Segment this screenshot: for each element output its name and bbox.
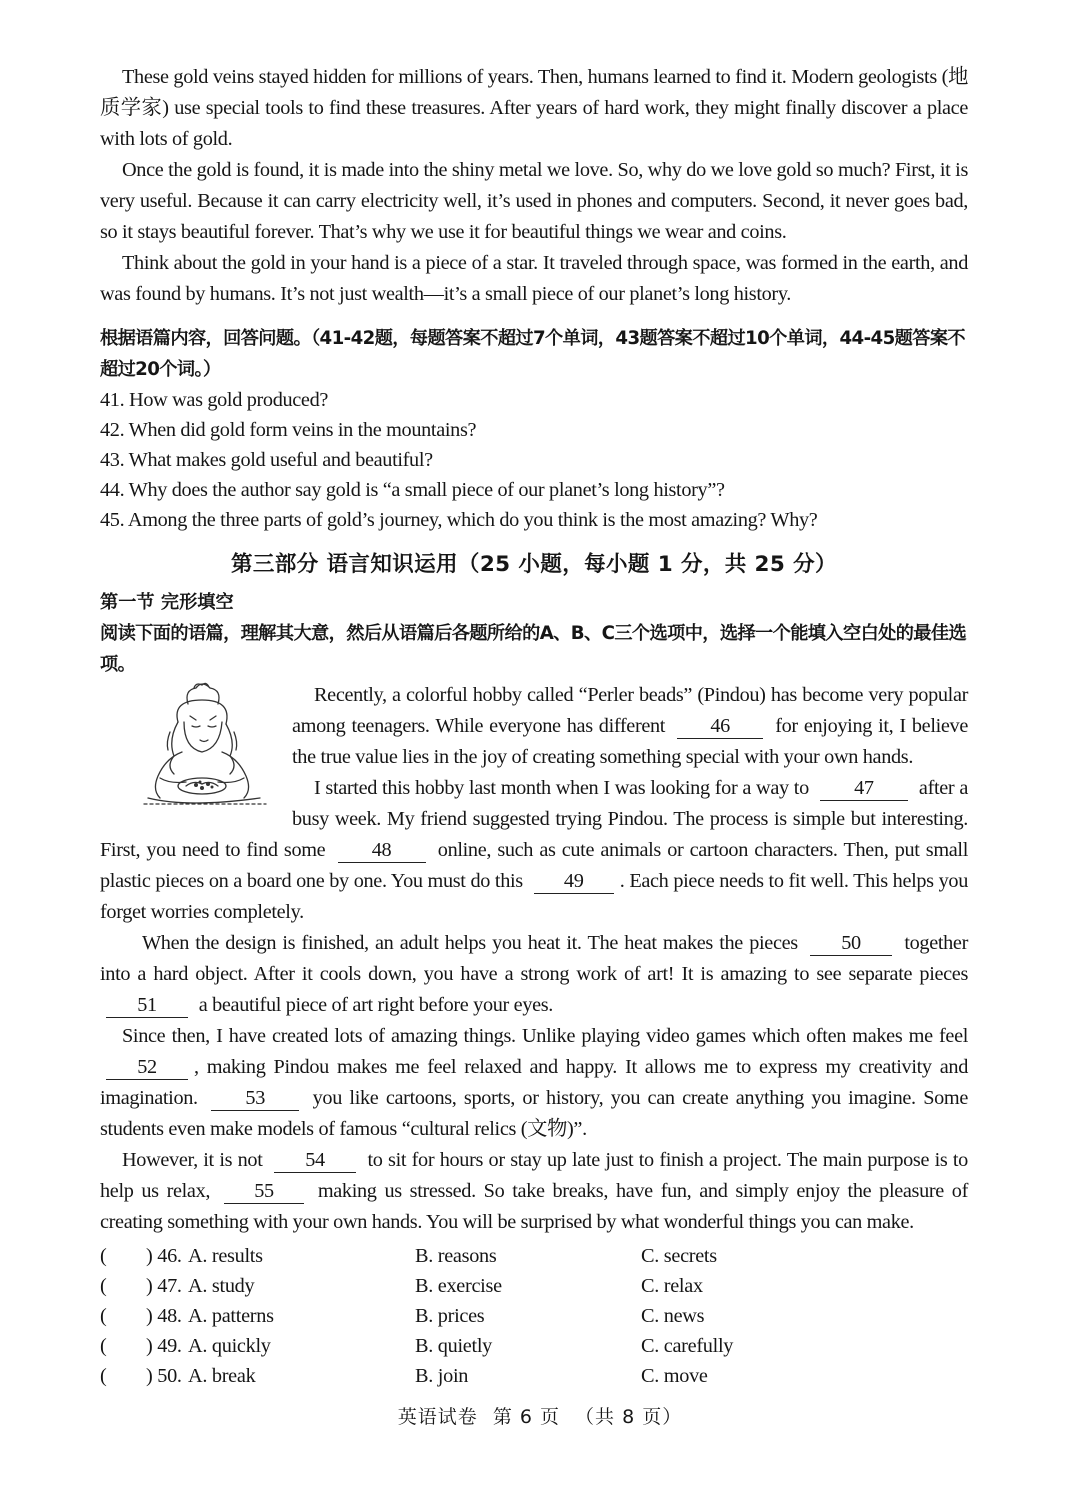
question-41: 41. How was gold produced?	[100, 389, 329, 411]
reading-paragraph: Once the gold is found, it is made into the shiny metal we love. So, why do we love gold so much? First, it is very useful. Because it can carry electricity well, it’s used in phones and computers. Second, it never goes bad, so it stays beautiful forever. That’s why we use it for beautiful things we wear and coins.	[100, 159, 968, 243]
option-b: B. join	[415, 1365, 469, 1387]
question-43: 43. What makes gold useful and beautiful?	[100, 449, 433, 471]
choice-row-48: ( ) 48. A. patterns B. prices C. news	[100, 1301, 968, 1331]
question-44: 44. Why does the author say gold is “a small piece of our planet’s long history”?	[100, 479, 725, 501]
blank-52: 52	[106, 1056, 188, 1080]
option-a: A. break	[188, 1365, 256, 1387]
option-c: C. news	[641, 1305, 705, 1327]
reading-paragraph: Think about the gold in your hand is a piece of a star. It traveled through space, was formed in the earth, and was found by humans. It’s not just wealth—it’s a small piece of our planet’s long history.	[100, 252, 968, 305]
cloze-paragraph-1: Recently, a colorful hobby called “Perler beads” (Pindou) has become very popular among teenagers. While everyone has different 46 for enjoying it, I believe the true value lies in the joy of creating something special with your own hands.	[292, 684, 968, 768]
question-42: 42. When did gold form veins in the mountains?	[100, 419, 477, 441]
cloze-passage	[100, 680, 968, 1238]
choice-row-49: ( ) 49. A. quickly B. quietly C. carefully	[100, 1331, 968, 1361]
option-a: A. patterns	[188, 1305, 274, 1327]
blank-49: 49	[534, 870, 614, 894]
option-a: A. quickly	[188, 1335, 271, 1357]
footer-total-pages: （共 8 页）	[575, 1406, 683, 1428]
blank-47: 47	[820, 777, 908, 801]
page-footer	[0, 1402, 1080, 1429]
section-one-title: 第一节 完形填空	[100, 592, 234, 613]
option-c: C. relax	[641, 1275, 703, 1297]
cloze-paragraph-5: However, it is not 54 to sit for hours or stay up late just to finish a project. The main purpose is to help us relax, 55 making us stressed. So take breaks, have fun, and simply enjoy the pleasure of creating something with your own hands. You will be surprised by what wonderful things you can make.	[100, 1149, 968, 1233]
answer-choices	[100, 1241, 968, 1391]
choice-row-46: ( ) 46. A. results B. reasons C. secrets	[100, 1241, 968, 1271]
option-b: B. reasons	[415, 1245, 497, 1267]
option-a: A. results	[188, 1245, 263, 1267]
reading-instruction: 根据语篇内容，回答问题。（41-42题，每题答案不超过7个单词，43题答案不超过10个单词，44-45题答案不超过20个词。）	[100, 328, 966, 380]
blank-53: 53	[211, 1087, 299, 1111]
question-45: 45. Among the three parts of gold’s journey, which do you think is the most amazing? Why?	[100, 509, 818, 531]
option-a: A. study	[188, 1275, 255, 1297]
cloze-paragraph-3: When the design is finished, an adult helps you heat it. The heat makes the pieces 50 together into a hard object. After it cools down, you have a strong work of art! It is amazing to see separate pieces 51 a beautiful piece of art right before your eyes.	[100, 932, 968, 1016]
exam-page	[100, 62, 968, 1391]
blank-51: 51	[106, 994, 188, 1018]
cloze-paragraph-4: Since then, I have created lots of amazing things. Unlike playing video games which often makes me feel 52 , making Pindou makes me feel relaxed and happy. It allows me to express my creativity and imagination. 53 you like cartoons, sports, or history, you can create anything you imagine. Some students even make models of famous “cultural relics (文物)”.	[100, 1025, 968, 1140]
blank-50: 50	[810, 932, 892, 956]
choice-row-50: ( ) 50. A. break B. join C. move	[100, 1361, 968, 1391]
reading-paragraph: These gold veins stayed hidden for millions of years. Then, humans learned to find it. Modern geologists (地质学家) use special tools to find these treasures. After years of hard work, they might finally discover a place with lots of gold.	[100, 66, 968, 150]
blank-48: 48	[338, 839, 426, 863]
option-c: C. secrets	[641, 1245, 717, 1267]
option-b: B. quietly	[415, 1335, 492, 1357]
footer-page-number: 第 6 页	[492, 1406, 560, 1428]
part-three-title: 第三部分 语言知识运用（25 小题，每小题 1 分，共 25 分）	[231, 552, 837, 577]
cloze-instruction: 阅读下面的语篇，理解其大意，然后从语篇后各题所给的A、B、C三个选项中，选择一个能填入空白处的最佳选项。	[100, 623, 967, 675]
option-c: C. move	[641, 1365, 708, 1387]
option-b: B. exercise	[415, 1275, 502, 1297]
reading-question-list	[100, 385, 968, 535]
girl-making-beads-illustration	[130, 682, 280, 810]
blank-46: 46	[677, 715, 763, 739]
footer-subject: 英语试卷	[397, 1406, 478, 1428]
cloze-paragraph-2: I started this hobby last month when I was looking for a way to 47 after a busy week. My friend suggested trying Pindou. The process is simple but interesting. First, you need to find some 48 online, such as cute animals or cartoon characters. Then, put small plastic pieces on a board one by one. You must do this 49 . Each piece needs to fit well. This helps you forget worries completely.	[100, 777, 968, 923]
blank-54: 54	[274, 1149, 356, 1173]
choice-row-47: ( ) 47. A. study B. exercise C. relax	[100, 1271, 968, 1301]
option-b: B. prices	[415, 1305, 485, 1327]
option-c: C. carefully	[641, 1335, 734, 1357]
blank-55: 55	[224, 1180, 304, 1204]
